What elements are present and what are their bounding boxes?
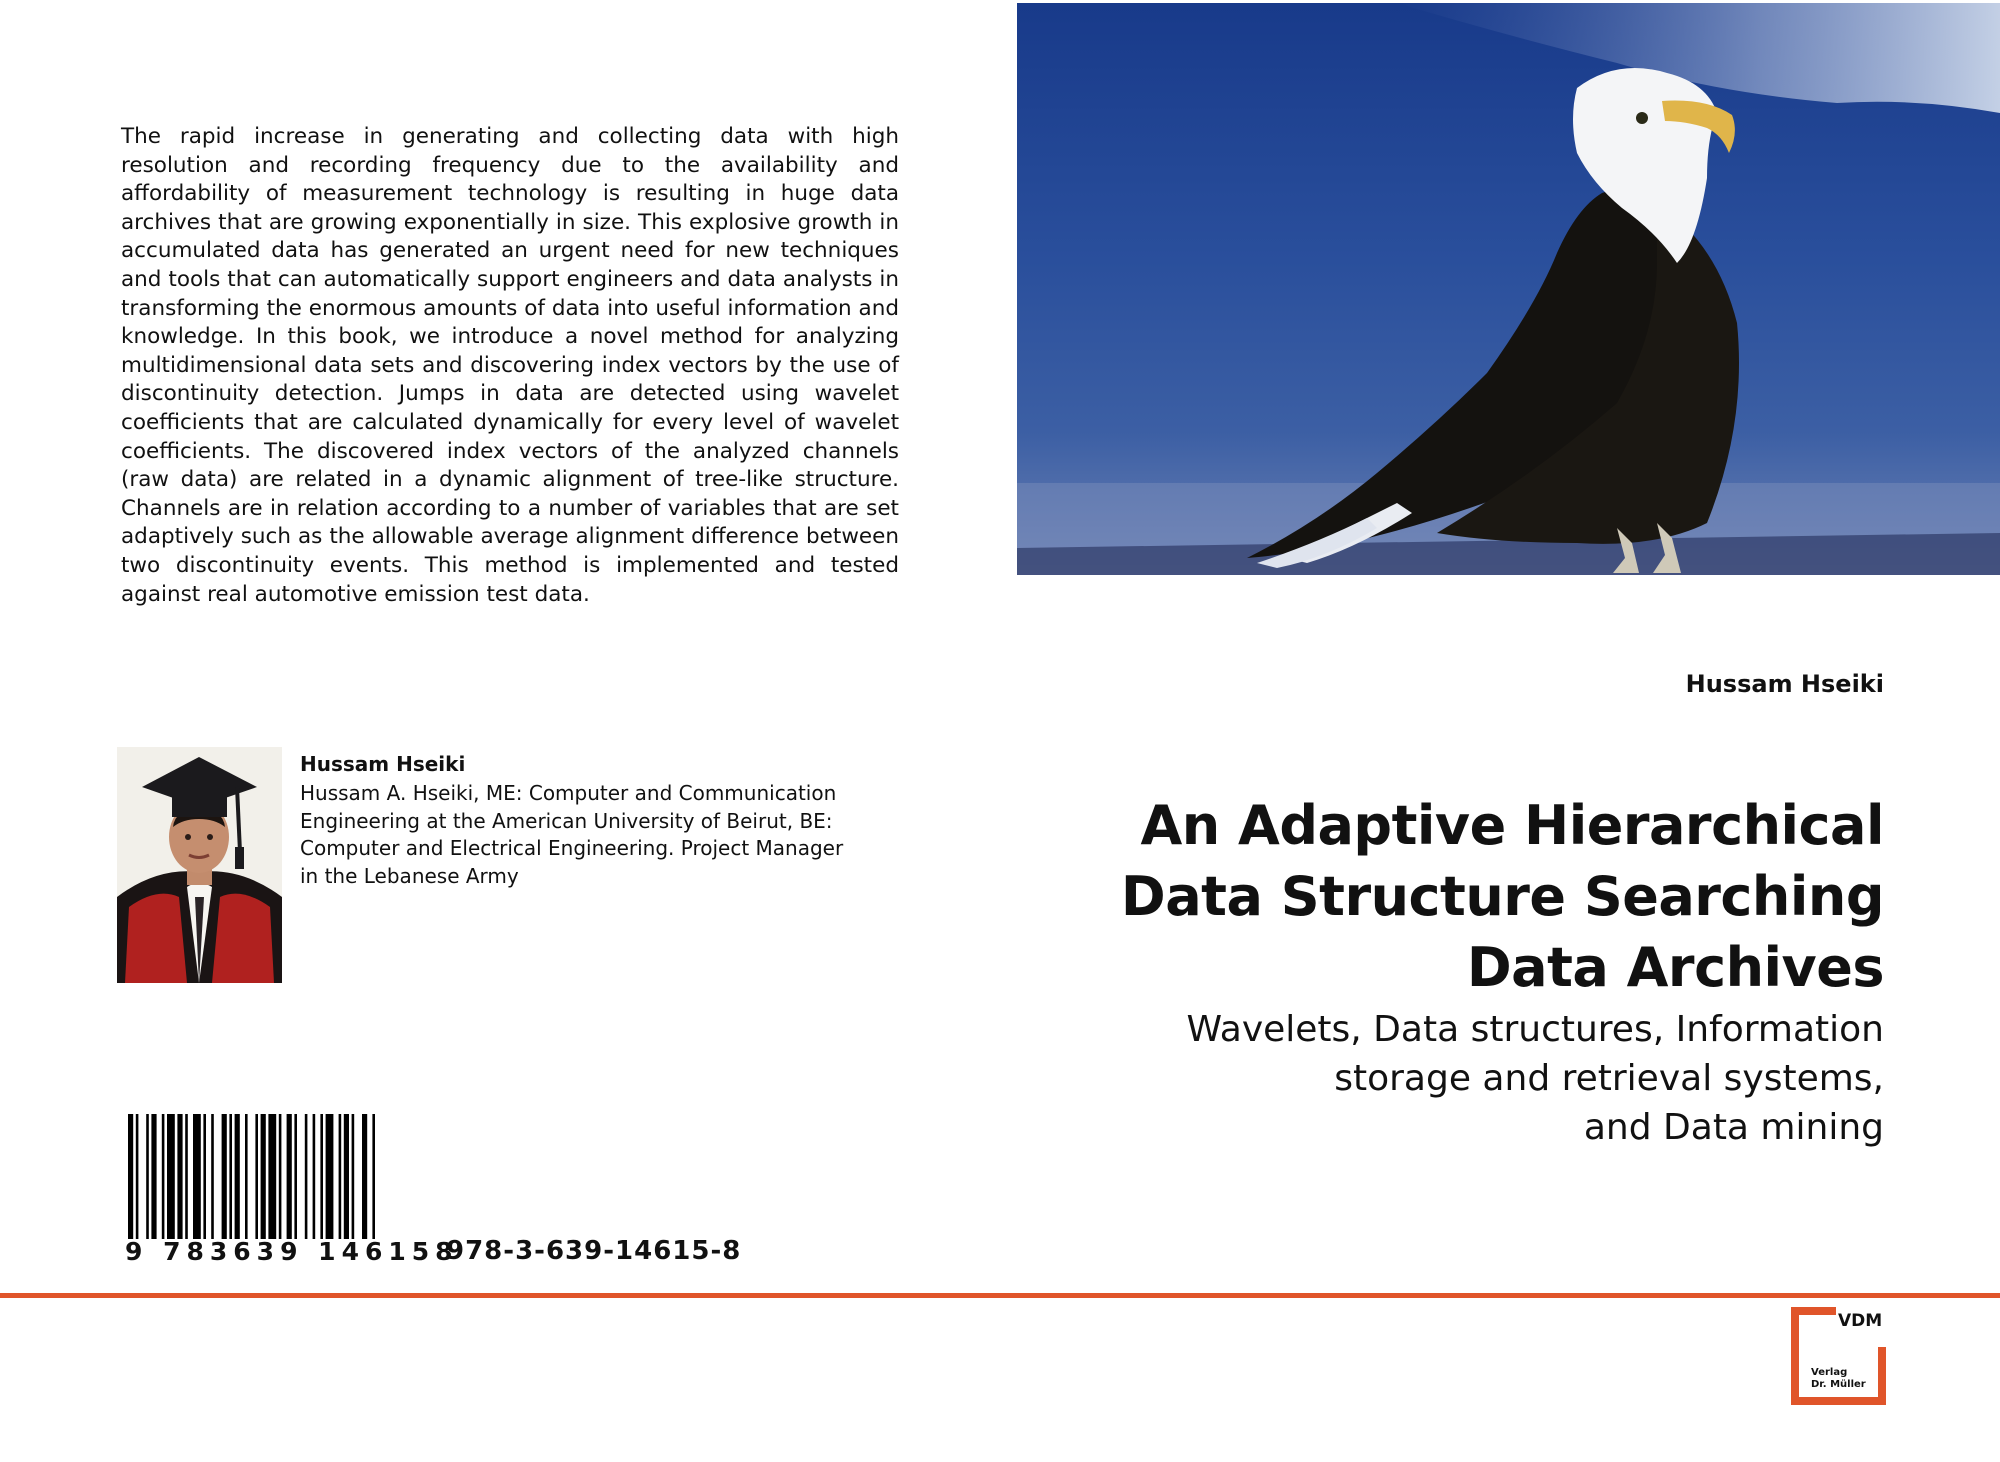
barcode-bar [362,1114,367,1239]
barcode-bar [167,1114,175,1239]
barcode-digits: 9 783639 146158 [125,1237,459,1266]
barcode-bar [261,1114,266,1239]
barcode-bar [203,1114,206,1239]
barcode-bar [177,1114,182,1239]
accent-divider [0,1293,2000,1298]
subtitle-line: Wavelets, Data structures, Information [1186,1009,1884,1050]
barcode-bar [352,1114,355,1239]
barcode-bar [339,1114,342,1239]
barcode-bar [222,1114,227,1239]
isbn-number: 978-3-639-14615-8 [446,1236,742,1266]
barcode-bar [255,1114,258,1239]
book-subtitle [1124,1005,1884,1152]
subtitle-line: and Data mining [1583,1107,1884,1148]
barcode-bar [313,1114,316,1239]
barcode-bar [287,1114,292,1239]
book-title [1084,790,1884,1003]
barcode-bar [229,1114,232,1239]
barcode-bar [193,1114,201,1239]
barcode-bar [320,1114,323,1239]
bio-author-name: Hussam Hseiki [300,752,466,776]
barcode-bar [185,1114,188,1239]
barcode-bar [279,1114,282,1239]
isbn-barcode [128,1114,418,1243]
title-line: Data Archives [1466,936,1884,999]
barcode-bar [211,1114,214,1239]
barcode-bar [326,1114,334,1239]
publisher-logo-text: VDM [1838,1311,1883,1331]
back-cover-blurb: The rapid increase in generating and collecting data with high resolution and recording frequency due to the availability and affordability of measurement technology is resulting in huge data archives that are growing exponentially in size. This explosive growth in accumulated data has generated an urgent need for new techniques and tools that can automatically support engineers and data analysts in transforming the enormous amounts of data into useful information and knowledge. In this book, we introduce a novel method for analyzing multidimensional data sets and discovering index vectors by the use of discontinuity detection. Jumps in data are detected using wavelet coefficients that are calculated dynamically for every level of wavelet coefficients. The discovered index vectors of the analyzed channels (raw data) are related in a dynamic alignment of tree-like structure. Channels are in relation according to a number of variables that are set adaptively such as the allowable average alignment difference between two discontinuity events. This method is implemented and tested against real automotive emission test data. [121,124,899,607]
barcode-bar [151,1114,156,1239]
graduate-portrait-photo [117,747,282,983]
barcode-bar [344,1114,349,1239]
title-line: Data Structure Searching [1120,865,1884,928]
barcode-bar [372,1114,375,1239]
barcode-bar [305,1114,308,1239]
publisher-logo [1791,1307,1886,1405]
publisher-logo-subtext: Verlag Dr. Müller [1811,1367,1866,1390]
subtitle-line: storage and retrieval systems, [1334,1058,1884,1099]
front-author-name: Hussam Hseiki [1685,670,1884,698]
barcode-bar [162,1114,165,1239]
bald-eagle-photo [1017,3,2000,575]
barcode-bar [128,1114,133,1239]
barcode-bar [136,1114,139,1239]
barcode-bar [294,1114,297,1239]
author-bio: Hussam A. Hseiki, ME: Computer and Communication Engineering at the American University of Beirut, BE: Computer and Electrical Engineering. Project Manager in the Lebanese Army [300,781,844,888]
barcode-bar [235,1114,240,1239]
barcode-bar [146,1114,149,1239]
barcode-bar [268,1114,276,1239]
barcode-bar [245,1114,248,1239]
title-line: An Adaptive Hierarchical [1140,794,1884,857]
